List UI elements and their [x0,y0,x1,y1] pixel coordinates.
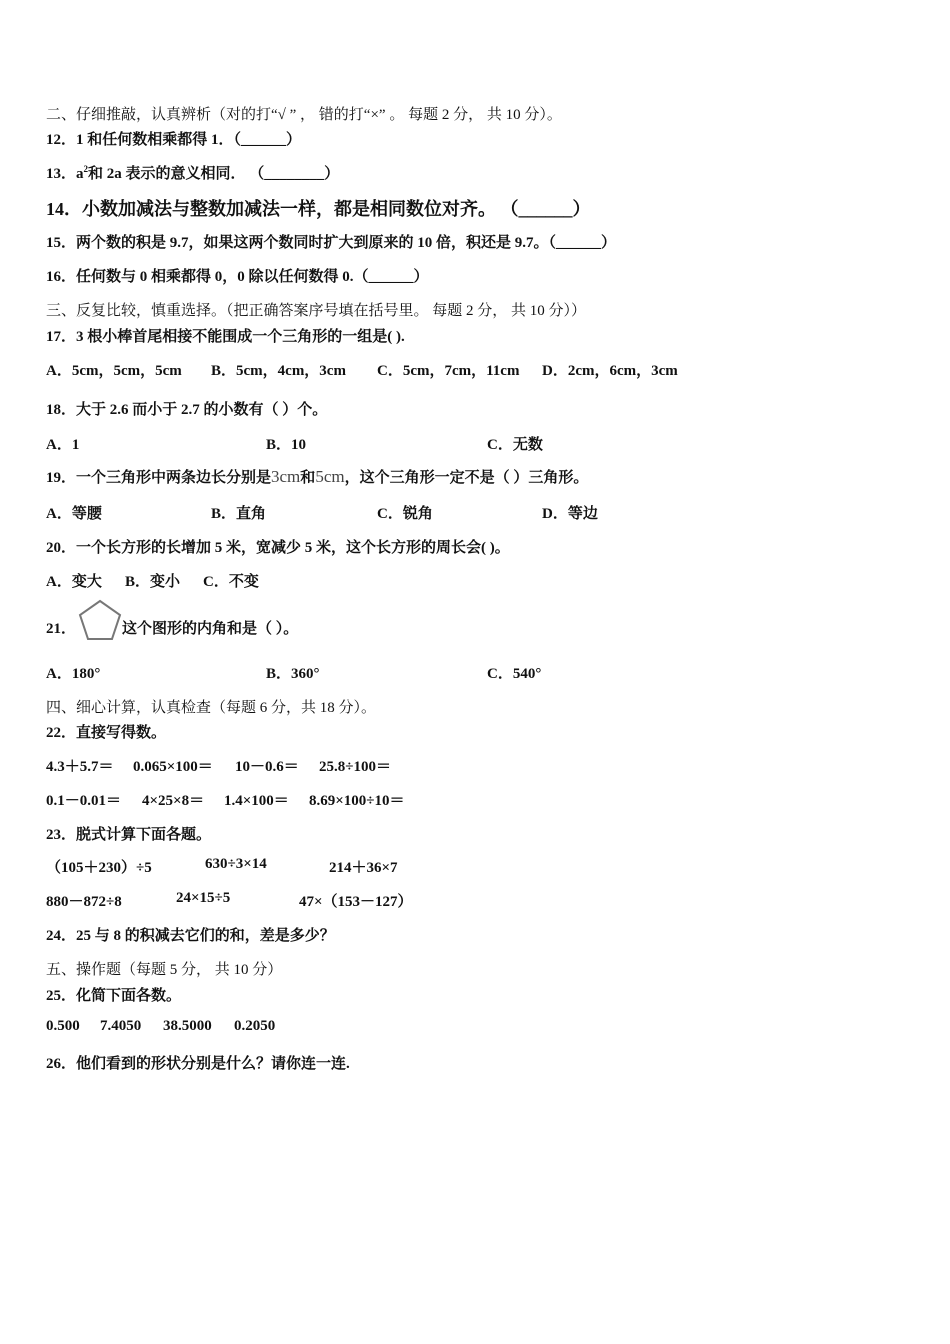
calc-item: 24×15÷5 [176,890,231,906]
question-12: 12．1 和任何数相乘都得 1．（______） [46,132,302,148]
question-17: 17．3 根小棒首尾相接不能围成一个三角形的一组是( ). [46,329,405,345]
section-4-title: 四、细心计算，认真检查（每题 6 分，共 18 分）。 [46,700,377,716]
option-d: D．等边 [542,506,598,522]
calc-item: 630÷3×14 [205,856,267,872]
question-21-number: 21． [46,621,77,637]
option-a: A．变大 [46,574,102,590]
calc-item: 47×（153－127） [299,894,413,910]
option-b: B．5cm，4cm，3cm [211,363,346,379]
pentagon-figure [78,599,122,641]
calc-item: 8.69×100÷10＝ [309,793,405,809]
calc-item: 4.3＋5.7＝ [46,759,114,775]
calc-item: （105＋230）÷5 [46,860,152,876]
section-2-title: 二、仔细推敲，认真辨析（对的打“√ ” ， 错的打“×” 。 每题 2 分， 共 10 分）。 [46,107,562,123]
question-13 [46,162,339,183]
number-item: 0.500 [46,1018,80,1034]
question-18: 18．大于 2.6 而小于 2.7 的小数有（ ）个。 [46,402,328,418]
question-13-end: 和 2a 表示的意义相同． （________） [88,166,340,182]
length-3cm: 3cm [271,467,301,486]
question-26: 26．他们看到的形状分别是什么？请你连一连. [46,1056,350,1072]
number-item: 7.4050 [100,1018,142,1034]
option-c: C．锐角 [377,506,433,522]
calc-item: 25.8÷100＝ [319,759,391,775]
option-d: D．2cm，6cm，3cm [542,363,678,379]
question-22: 22．直接写得数。 [46,725,167,741]
calc-item: 10－0.6＝ [235,759,299,775]
calc-item: 880－872÷8 [46,894,122,910]
option-a: A．等腰 [46,506,102,522]
question-23: 23．脱式计算下面各题。 [46,827,212,843]
question-24: 24．25 与 8 的积减去它们的和，差是多少？ [46,928,335,944]
question-25: 25．化简下面各数。 [46,988,182,1004]
number-item: 38.5000 [163,1018,212,1034]
calc-item: 0.1－0.01＝ [46,793,122,809]
question-16: 16．任何数与 0 相乘都得 0，0 除以任何数得 0.（______） [46,269,429,285]
option-a: A．5cm，5cm，5cm [46,363,182,379]
question-21-text: 这个图形的内角和是（ ）。 [122,621,299,637]
question-15: 15．两个数的积是 9.7，如果这两个数同时扩大到原来的 10 倍，积还是 9.7。（______） [46,235,617,251]
option-c: C．不变 [203,574,259,590]
option-c: C．5cm，7cm，11cm [377,363,520,379]
question-20: 20．一个长方形的长增加 5 米，宽减少 5 米，这个长方形的周长会( )。 [46,540,510,556]
option-b: B．直角 [211,506,267,522]
question-19-and: 和 [300,470,316,486]
question-13-start: 13．a [46,166,84,182]
option-c: C．无数 [487,437,543,453]
number-item: 0.2050 [234,1018,276,1034]
superscript: 2 [83,164,89,174]
calc-item: 4×25×8＝ [142,793,205,809]
question-19-end: ，这个三角形一定不是（ ）三角形。 [344,470,589,486]
calc-item: 0.065×100＝ [133,759,213,775]
question-19 [46,466,588,487]
section-3-title: 三、反复比较，慎重选择。（把正确答案序号填在括号里。 每题 2 分， 共 10 分）） [46,303,587,319]
calc-item: 1.4×100＝ [224,793,289,809]
length-5cm: 5cm [315,467,345,486]
section-5-title: 五、操作题（每题 5 分， 共 10 分） [46,962,283,978]
option-b: B．10 [266,437,307,453]
option-c: C．540° [487,666,542,682]
option-b: B．360° [266,666,320,682]
calc-item: 214＋36×7 [329,860,398,876]
question-14: 14．小数加减法与整数加减法一样，都是相同数位对齐。 （______） [46,199,591,219]
question-19-start: 19．一个三角形中两条边长分别是 [46,470,272,486]
option-a: A．1 [46,437,80,453]
option-a: A．180° [46,666,101,682]
option-b: B．变小 [125,574,181,590]
